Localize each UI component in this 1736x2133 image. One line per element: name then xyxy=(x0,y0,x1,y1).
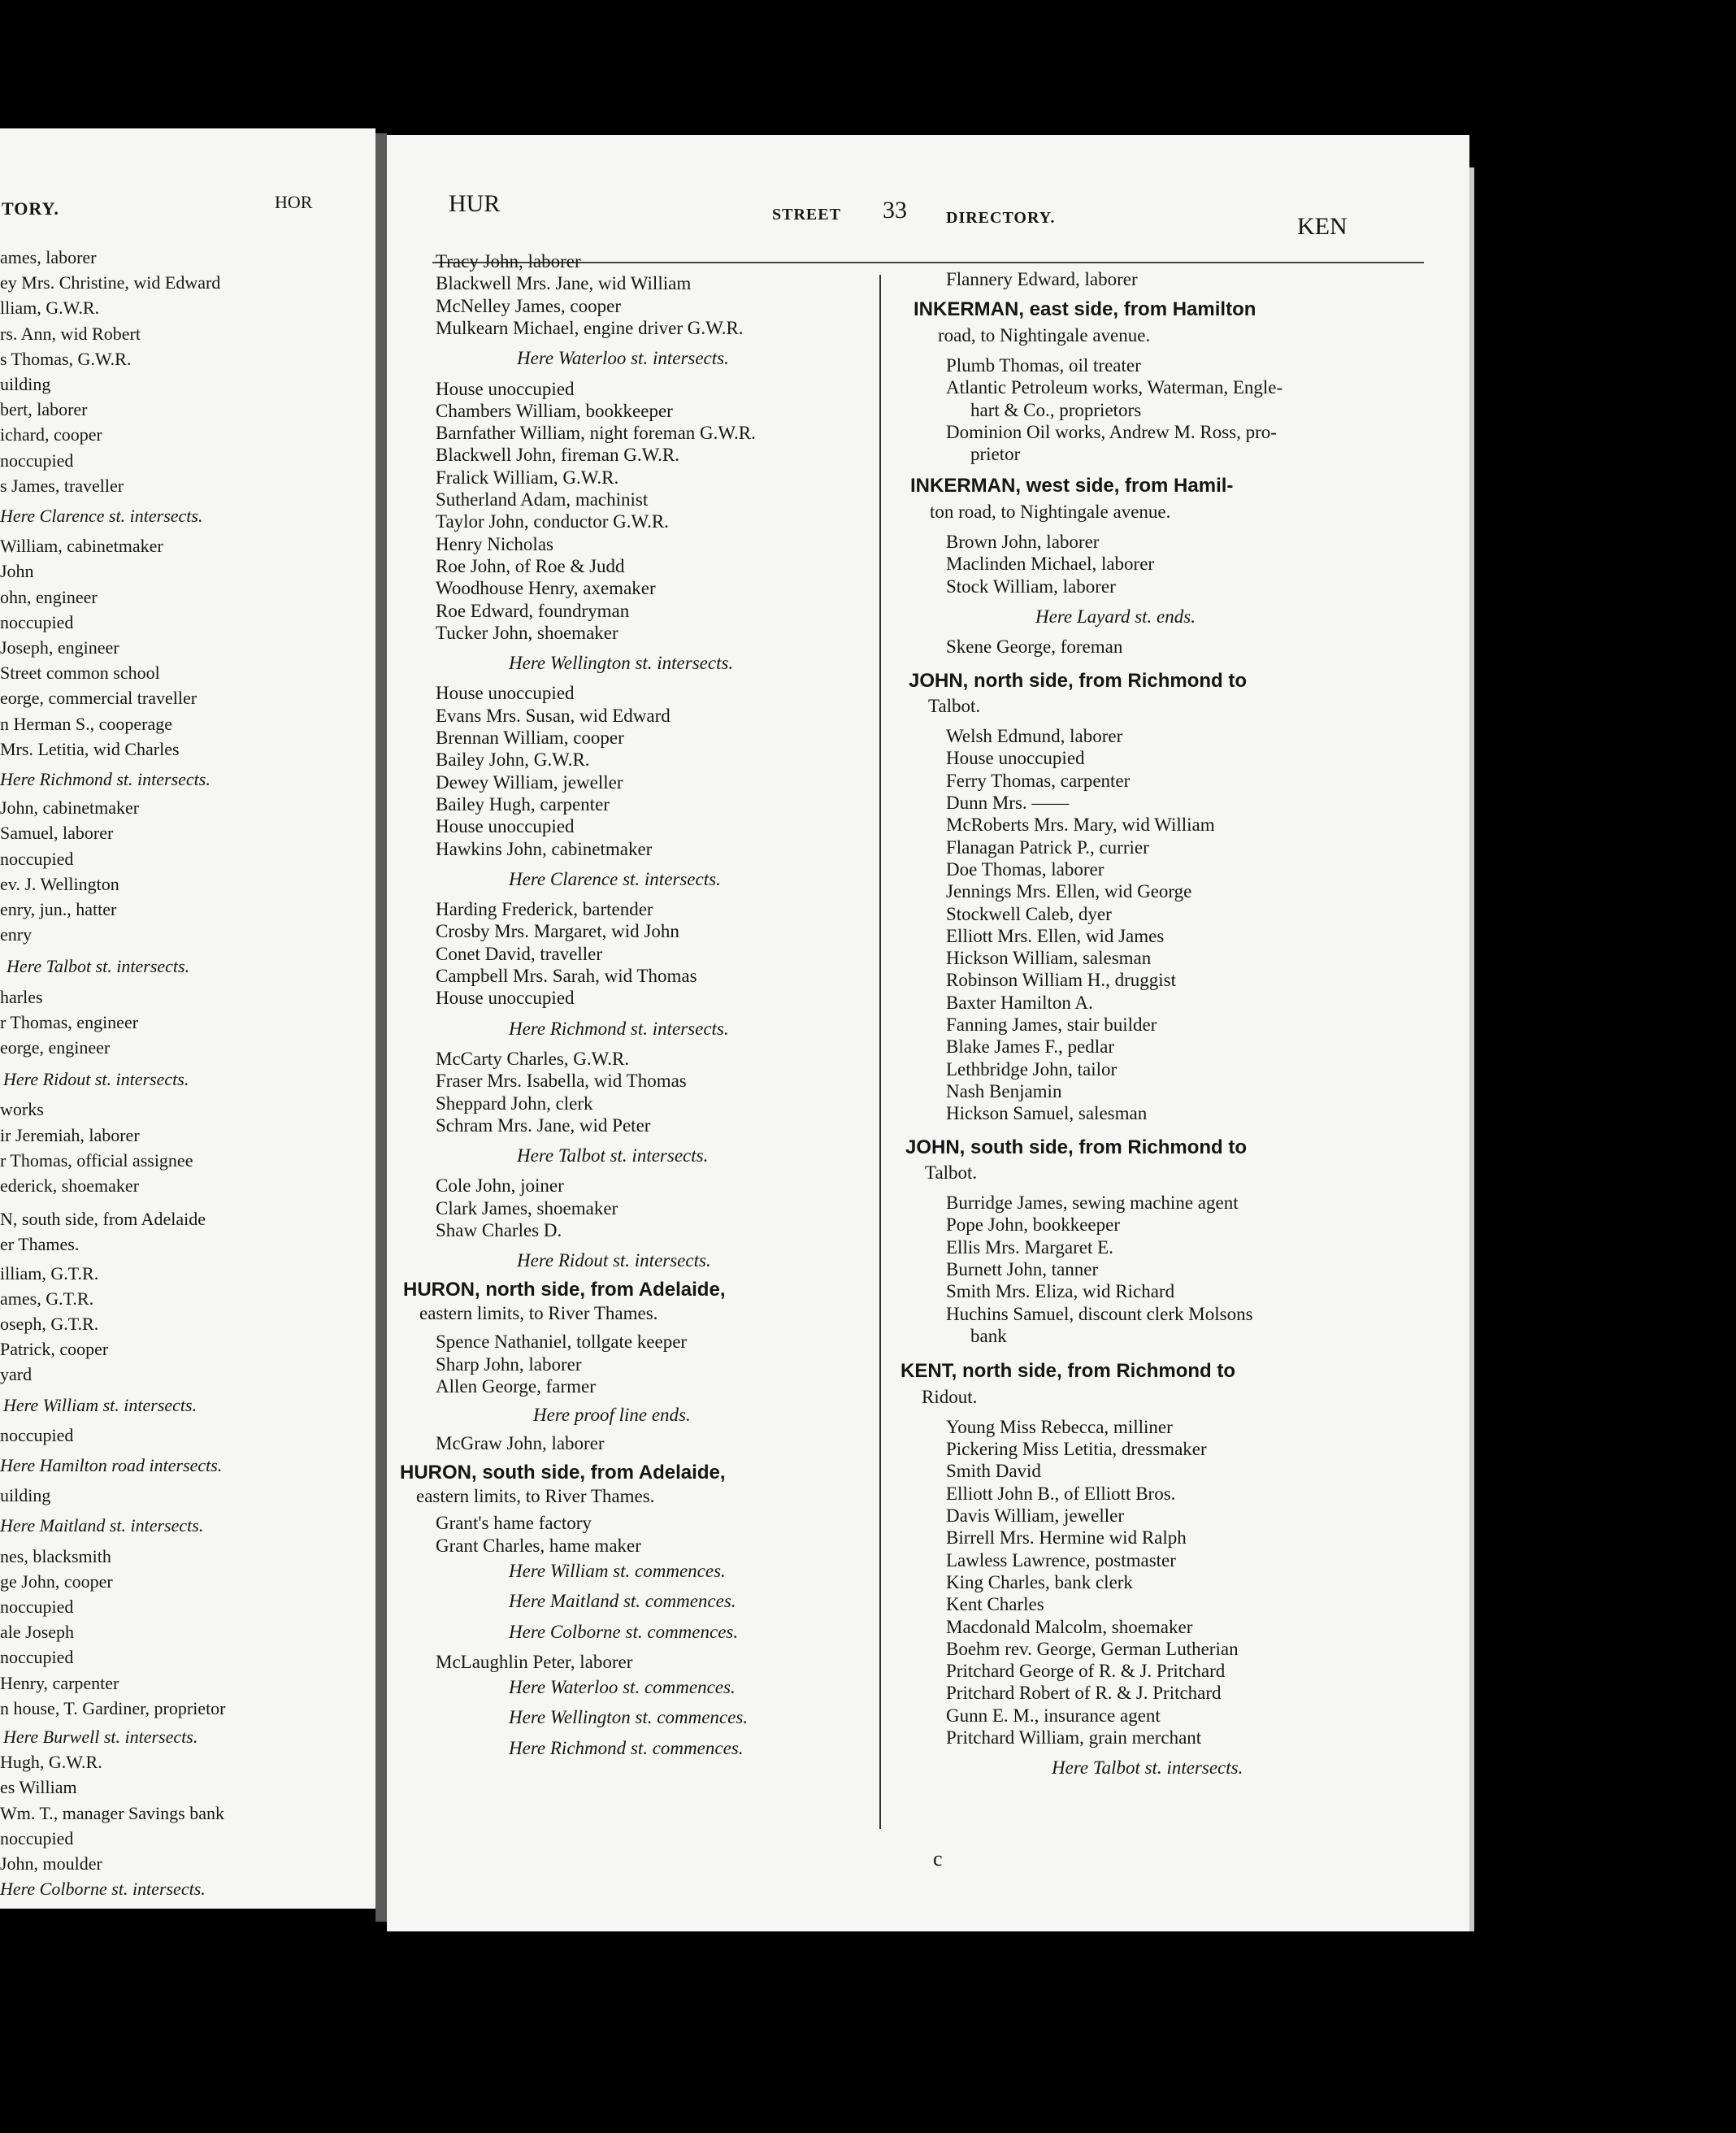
directory-entry: McGraw John, laborer xyxy=(436,1433,605,1454)
directory-entry: William, cabinetmaker xyxy=(0,536,163,557)
directory-entry: r Thomas, official assignee xyxy=(0,1149,193,1171)
column-divider xyxy=(879,275,881,1829)
directory-entry: eastern limits, to River Thames. xyxy=(416,1486,655,1506)
directory-entry: prietor xyxy=(970,444,1021,465)
directory-entry: Brown John, laborer xyxy=(946,532,1100,552)
directory-entry: John xyxy=(0,561,34,582)
cross-street-note: Here Ridout st. intersects. xyxy=(517,1250,711,1271)
directory-entry: Joseph, engineer xyxy=(0,637,119,658)
directory-entry: Plumb Thomas, oil treater xyxy=(946,354,1141,376)
directory-entry: John, cabinetmaker xyxy=(0,797,140,819)
directory-entry: hart & Co., proprietors xyxy=(970,399,1142,420)
directory-entry: ton road, to Nightingale avenue. xyxy=(930,501,1171,522)
cross-street-note: Here Waterloo st. commences. xyxy=(509,1677,736,1698)
directory-entry: House unoccupied xyxy=(436,816,575,837)
directory-entry: s James, traveller xyxy=(0,475,124,496)
cross-street-note: Here William st. intersects. xyxy=(3,1394,197,1415)
directory-entry: ederick, shoemaker xyxy=(0,1175,140,1196)
directory-entry: Sharp John, laborer xyxy=(436,1353,582,1375)
directory-entry: Smith David xyxy=(946,1461,1041,1482)
directory-entry: Dunn Mrs. —— xyxy=(946,793,1070,813)
directory-entry: Doe Thomas, laborer xyxy=(946,858,1105,880)
directory-entry: noccupied xyxy=(0,848,74,869)
directory-entry: Fraser Mrs. Isabella, wid Thomas xyxy=(436,1071,687,1092)
directory-entry: N, south side, from Adelaide xyxy=(0,1209,206,1230)
directory-entry: Dominion Oil works, Andrew M. Ross, pro- xyxy=(946,421,1277,442)
directory-entry: Hugh, G.W.R. xyxy=(0,1752,102,1773)
directory-entry: Kent Charles xyxy=(946,1594,1044,1615)
directory-entry: Burridge James, sewing machine agent xyxy=(946,1192,1239,1214)
cross-street-note: Here Richmond st. intersects. xyxy=(0,769,210,789)
directory-entry: Henry Nicholas xyxy=(436,533,553,554)
directory-entry: Bailey Hugh, carpenter xyxy=(436,793,610,815)
directory-entry: Hawkins John, cabinetmaker xyxy=(436,838,653,859)
directory-entry: Skene George, foreman xyxy=(946,636,1123,658)
directory-entry: Bailey John, G.W.R. xyxy=(436,749,590,771)
header-rule xyxy=(432,262,1424,263)
directory-entry: Shaw Charles D. xyxy=(436,1220,562,1240)
directory-entry: ichard, cooper xyxy=(0,424,102,445)
directory-entry: Atlantic Petroleum works, Waterman, Engle- xyxy=(946,377,1283,398)
directory-entry: noccupied xyxy=(0,1424,74,1445)
directory-entry: Sheppard John, clerk xyxy=(436,1093,593,1114)
cross-street-note: Here Colborne st. commences. xyxy=(509,1621,739,1642)
directory-entry: Woodhouse Henry, axemaker xyxy=(436,578,656,599)
directory-entry: Blackwell John, fireman G.W.R. xyxy=(436,445,680,466)
directory-entry: Welsh Edmund, laborer xyxy=(946,726,1123,747)
directory-entry: oseph, G.T.R. xyxy=(0,1314,99,1334)
directory-entry: Mulkearn Michael, engine driver G.W.R. xyxy=(436,317,744,338)
directory-entry: bank xyxy=(970,1325,1007,1346)
directory-entry: Barnfather William, night foreman G.W.R. xyxy=(436,423,756,444)
directory-entry: noccupied xyxy=(0,450,74,471)
directory-entry: Talbot. xyxy=(925,1162,978,1183)
directory-entry: Conet David, traveller xyxy=(436,943,603,964)
directory-entry: Ellis Mrs. Margaret E. xyxy=(946,1236,1113,1258)
directory-entry: s Thomas, G.W.R. xyxy=(0,348,132,369)
directory-entry: Birrell Mrs. Hermine wid Ralph xyxy=(946,1527,1187,1549)
directory-entry: r Thomas, engineer xyxy=(0,1011,139,1032)
directory-entry: yard xyxy=(0,1364,33,1385)
guide-word-right: KEN xyxy=(1297,213,1348,240)
directory-entry: Young Miss Rebecca, milliner xyxy=(946,1416,1173,1437)
directory-entry: Dewey William, jeweller xyxy=(436,771,623,793)
guide-word-left: HUR xyxy=(449,190,501,217)
directory-entry: Ridout. xyxy=(922,1386,978,1407)
directory-entry: n Herman S., cooperage xyxy=(0,713,172,734)
cross-street-note: Here Wellington st. commences. xyxy=(509,1707,749,1728)
directory-entry: McRoberts Mrs. Mary, wid William xyxy=(946,815,1215,836)
directory-entry: Gunn E. M., insurance agent xyxy=(946,1705,1161,1726)
running-head-street: STREET xyxy=(772,206,841,224)
cross-street-note: Here Maitland st. commences. xyxy=(509,1591,736,1612)
cross-street-note: Here proof line ends. xyxy=(533,1405,691,1426)
directory-entry: ey Mrs. Christine, wid Edward xyxy=(0,272,221,293)
directory-entry: er Thames. xyxy=(0,1234,80,1255)
directory-entry: uilding xyxy=(0,1485,51,1506)
directory-entry: noccupied xyxy=(0,1827,74,1848)
book-gutter xyxy=(375,133,387,1922)
directory-entry: Cole John, joiner xyxy=(436,1175,564,1197)
directory-entry: Maclinden Michael, laborer xyxy=(946,554,1155,575)
left-page xyxy=(0,128,375,1909)
directory-entry: Tracy John, laborer xyxy=(436,251,581,272)
directory-entry: Wm. T., manager Savings bank xyxy=(0,1802,224,1823)
directory-entry: noccupied xyxy=(0,1647,74,1668)
cross-street-note: Here Hamilton road intersects. xyxy=(0,1455,223,1475)
page-edge xyxy=(1469,167,1474,1931)
directory-entry: Davis William, jeweller xyxy=(946,1505,1125,1526)
directory-entry: noccupied xyxy=(0,1596,74,1617)
directory-entry: eastern limits, to River Thames. xyxy=(419,1302,658,1323)
directory-entry: Lethbridge John, tailor xyxy=(946,1058,1118,1080)
street-heading-line: INKERMAN, west side, from Hamil- xyxy=(910,475,1234,497)
directory-entry: enry, jun., hatter xyxy=(0,899,117,919)
running-head-directory: DIRECTORY. xyxy=(946,209,1056,227)
directory-entry: Pritchard Robert of R. & J. Pritchard xyxy=(946,1683,1222,1704)
directory-entry: Brennan William, cooper xyxy=(436,728,624,748)
directory-entry: Sutherland Adam, machinist xyxy=(436,489,649,510)
directory-entry: King Charles, bank clerk xyxy=(946,1571,1133,1592)
cross-street-note: Here Richmond st. intersects. xyxy=(509,1018,729,1039)
left-running-head: TORY. xyxy=(2,198,59,219)
directory-entry: McLaughlin Peter, laborer xyxy=(436,1651,633,1672)
directory-entry: bert, laborer xyxy=(0,399,88,420)
directory-entry: enry xyxy=(0,924,33,945)
directory-entry: rs. Ann, wid Robert xyxy=(0,323,141,344)
directory-entry: ge John, cooper xyxy=(0,1570,113,1592)
directory-entry: Baxter Hamilton A. xyxy=(946,992,1093,1013)
directory-entry: Lawless Lawrence, postmaster xyxy=(946,1549,1176,1570)
cross-street-note: Here Colborne st. intersects. xyxy=(0,1879,206,1900)
directory-entry: noccupied xyxy=(0,611,74,632)
directory-entry: Taylor John, conductor G.W.R. xyxy=(436,511,669,532)
street-heading-line: JOHN, south side, from Richmond to xyxy=(905,1136,1248,1158)
directory-entry: Hickson William, salesman xyxy=(946,948,1152,969)
directory-entry: ale Joseph xyxy=(0,1622,75,1643)
directory-entry: House unoccupied xyxy=(436,683,575,704)
directory-entry: Patrick, cooper xyxy=(0,1339,109,1360)
directory-entry: Pritchard George of R. & J. Pritchard xyxy=(946,1661,1226,1682)
directory-entry: Stockwell Caleb, dyer xyxy=(946,903,1112,924)
directory-entry: Ferry Thomas, carpenter xyxy=(946,770,1131,791)
directory-entry: uilding xyxy=(0,374,51,394)
cross-street-note: Here Clarence st. intersects. xyxy=(509,868,721,889)
directory-entry: Henry, carpenter xyxy=(0,1672,119,1693)
directory-entry: Nash Benjamin xyxy=(946,1080,1062,1101)
directory-entry: Samuel, laborer xyxy=(0,823,114,844)
directory-entry: Huchins Samuel, discount clerk Molsons xyxy=(946,1303,1253,1324)
directory-entry: ames, G.T.R. xyxy=(0,1288,94,1309)
directory-entry: eorge, commercial traveller xyxy=(0,688,197,709)
directory-entry: Street common school xyxy=(0,662,160,684)
cross-street-note: Here Maitland st. intersects. xyxy=(0,1515,204,1536)
directory-entry: n house, T. Gardiner, proprietor xyxy=(0,1697,226,1718)
directory-entry: Roe Edward, foundryman xyxy=(436,600,630,621)
directory-entry: Talbot. xyxy=(928,695,981,716)
directory-entry: ohn, engineer xyxy=(0,586,98,607)
directory-entry: ir Jeremiah, laborer xyxy=(0,1124,140,1145)
directory-entry: Tucker John, shoemaker xyxy=(436,622,618,643)
directory-entry: Harding Frederick, bartender xyxy=(436,899,653,920)
directory-entry: McNelley James, cooper xyxy=(436,295,622,316)
directory-entry: illiam, G.T.R. xyxy=(0,1262,99,1284)
directory-entry: harles xyxy=(0,986,43,1007)
directory-entry: Schram Mrs. Jane, wid Peter xyxy=(436,1114,651,1136)
directory-entry: road, to Nightingale avenue. xyxy=(938,324,1151,345)
page-number: 33 xyxy=(883,197,907,224)
directory-entry: House unoccupied xyxy=(946,748,1085,769)
cross-street-note: Here Layard st. ends. xyxy=(1035,606,1196,627)
cross-street-note: Here Richmond st. commences. xyxy=(509,1737,744,1758)
directory-entry: Roe John, of Roe & Judd xyxy=(436,555,625,576)
cross-street-note: Here Wellington st. intersects. xyxy=(509,653,734,674)
directory-entry: lliam, G.W.R. xyxy=(0,298,100,319)
directory-entry: John, moulder xyxy=(0,1853,102,1874)
directory-entry: Grant's hame factory xyxy=(436,1513,592,1534)
right-page xyxy=(387,135,1469,1931)
directory-entry: Stock William, laborer xyxy=(946,576,1116,597)
directory-entry: Robinson William H., druggist xyxy=(946,970,1176,991)
directory-entry: eorge, engineer xyxy=(0,1037,111,1058)
cross-street-note: Here Talbot st. intersects. xyxy=(517,1145,709,1166)
directory-entry: McCarty Charles, G.W.R. xyxy=(436,1048,630,1069)
signature-mark: c xyxy=(933,1847,943,1870)
directory-entry: Boehm rev. George, German Lutherian xyxy=(946,1638,1239,1659)
directory-entry: Macdonald Malcolm, shoemaker xyxy=(946,1616,1193,1637)
directory-entry: Evans Mrs. Susan, wid Edward xyxy=(436,705,671,726)
directory-entry: ames, laborer xyxy=(0,247,97,267)
directory-entry: Elliott Mrs. Ellen, wid James xyxy=(946,925,1165,946)
directory-entry: Crosby Mrs. Margaret, wid John xyxy=(436,921,679,942)
cross-street-note: Here Talbot st. intersects. xyxy=(1052,1757,1243,1779)
directory-entry: Blake James F., pedlar xyxy=(946,1036,1115,1058)
directory-entry: Burnett John, tanner xyxy=(946,1259,1099,1279)
directory-entry: House unoccupied xyxy=(436,378,575,399)
directory-entry: es William xyxy=(0,1777,77,1798)
directory-entry: ev. J. Wellington xyxy=(0,873,119,894)
directory-entry: Mrs. Letitia, wid Charles xyxy=(0,738,180,759)
directory-entry: Fralick William, G.W.R. xyxy=(436,467,619,488)
directory-entry: Pritchard William, grain merchant xyxy=(946,1727,1202,1748)
street-heading-line: INKERMAN, east side, from Hamilton xyxy=(914,298,1256,321)
street-heading-line: KENT, north side, from Richmond to xyxy=(901,1360,1235,1383)
directory-entry: Pickering Miss Letitia, dressmaker xyxy=(946,1439,1207,1460)
directory-entry: Smith Mrs. Eliza, wid Richard xyxy=(946,1281,1175,1302)
directory-entry: Chambers William, bookkeeper xyxy=(436,400,673,421)
directory-entry: works xyxy=(0,1099,44,1120)
cross-street-note: Here Ridout st. intersects. xyxy=(3,1069,189,1090)
street-heading-line: HURON, south side, from Adelaide, xyxy=(400,1461,726,1484)
cross-street-note: Here Burwell st. intersects. xyxy=(3,1727,198,1747)
left-page-guide-word: HOR xyxy=(275,192,313,212)
cross-street-note: Here Waterloo st. intersects. xyxy=(517,348,729,369)
directory-entry: Allen George, farmer xyxy=(436,1375,596,1397)
directory-entry: Blackwell Mrs. Jane, wid William xyxy=(436,273,692,294)
directory-entry: Pope John, bookkeeper xyxy=(946,1214,1120,1236)
directory-entry: Flanagan Patrick P., currier xyxy=(946,836,1149,858)
directory-entry: Hickson Samuel, salesman xyxy=(946,1103,1148,1124)
directory-entry: Elliott John B., of Elliott Bros. xyxy=(946,1483,1176,1504)
cross-street-note: Here Clarence st. intersects. xyxy=(0,506,203,526)
directory-entry: Jennings Mrs. Ellen, wid George xyxy=(946,881,1192,902)
directory-entry: Campbell Mrs. Sarah, wid Thomas xyxy=(436,966,697,986)
street-heading-line: HURON, north side, from Adelaide, xyxy=(403,1278,726,1301)
cross-street-note: Here Talbot st. intersects. xyxy=(7,956,190,977)
directory-entry: Spence Nathaniel, tollgate keeper xyxy=(436,1331,688,1353)
street-heading-line: JOHN, north side, from Richmond to xyxy=(909,669,1248,692)
cross-street-note: Here William st. commences. xyxy=(509,1560,726,1581)
directory-entry: nes, blacksmith xyxy=(0,1545,111,1566)
directory-entry: Clark James, shoemaker xyxy=(436,1197,618,1219)
directory-entry: Fanning James, stair builder xyxy=(946,1014,1157,1035)
directory-entry: House unoccupied xyxy=(436,988,575,1009)
directory-entry: Flannery Edward, laborer xyxy=(946,269,1138,289)
directory-entry: Grant Charles, hame maker xyxy=(436,1535,641,1556)
